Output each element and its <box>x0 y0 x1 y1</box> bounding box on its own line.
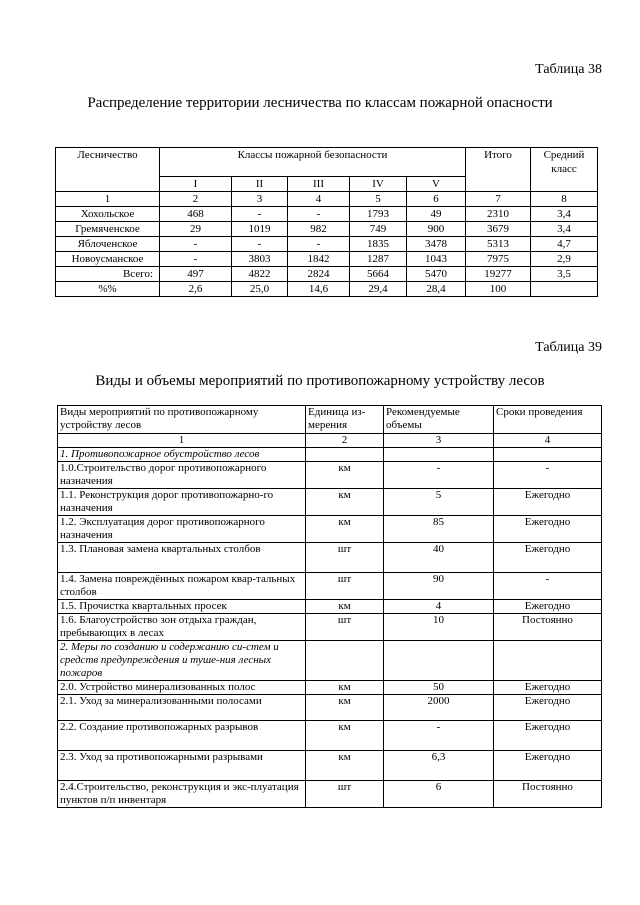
table-cell: 29 <box>160 222 232 237</box>
terms-cell: Ежегодно <box>494 695 602 721</box>
volume-cell: 85 <box>384 516 494 543</box>
table-cell: 2,9 <box>531 252 598 267</box>
table-39-title: Виды и объемы мероприятий по противопожарному устройству лесов <box>95 373 545 389</box>
header-class-4: IV <box>350 177 407 192</box>
table-cell: 4,7 <box>531 237 598 252</box>
colnum: 8 <box>531 192 598 207</box>
unit-cell: км <box>306 751 384 781</box>
table-cell: 3478 <box>407 237 466 252</box>
table-cell: 749 <box>350 222 407 237</box>
volume-cell: 90 <box>384 573 494 600</box>
unit-cell: км <box>306 721 384 751</box>
terms-cell: Постоянно <box>494 614 602 641</box>
measure-name: 1.6. Благоустройство зон отдыха граждан, пребывающих в лесах <box>58 614 306 641</box>
volume-cell <box>384 448 494 462</box>
table-39-number: Таблица 39 <box>535 340 602 355</box>
terms-cell: Ежегодно <box>494 600 602 614</box>
header-class-2: II <box>232 177 288 192</box>
measure-name: 2.0. Устройство минерализованных полос <box>58 681 306 695</box>
volume-cell: - <box>384 721 494 751</box>
volume-cell: 10 <box>384 614 494 641</box>
column-numbers-row <box>56 192 598 207</box>
table-cell: 3,5 <box>531 267 598 282</box>
header-class-3: III <box>288 177 350 192</box>
unit-cell: шт <box>306 573 384 600</box>
volume-cell: 6 <box>384 781 494 808</box>
table-row <box>58 448 602 462</box>
table-row <box>56 267 598 282</box>
table-cell: - <box>288 207 350 222</box>
colnum: 1 <box>56 192 160 207</box>
unit-cell: шт <box>306 614 384 641</box>
colnum: 2 <box>160 192 232 207</box>
table-cell: 2,6 <box>160 282 232 297</box>
unit-cell: шт <box>306 543 384 573</box>
table-cell: 1019 <box>232 222 288 237</box>
terms-cell: Ежегодно <box>494 751 602 781</box>
fire-measures-table <box>57 405 602 808</box>
table-row <box>58 462 602 489</box>
table-row <box>58 681 602 695</box>
table-cell: - <box>232 207 288 222</box>
row-label: Хохольское <box>56 207 160 222</box>
row-label: Гремяченское <box>56 222 160 237</box>
terms-cell: Ежегодно <box>494 516 602 543</box>
table-cell: 1842 <box>288 252 350 267</box>
table-row <box>58 781 602 808</box>
measure-name: 1.0.Строительство дорог противопожарного назначения <box>58 462 306 489</box>
table-row <box>58 614 602 641</box>
colnum: 1 <box>58 434 306 448</box>
table-row <box>56 252 598 267</box>
colnum: 6 <box>407 192 466 207</box>
unit-cell <box>306 641 384 681</box>
unit-cell: км <box>306 462 384 489</box>
table-38-number: Таблица 38 <box>535 62 602 77</box>
terms-cell: Ежегодно <box>494 681 602 695</box>
section-heading: 2. Меры по созданию и содержанию си-стем и средств предупреждения и туше-ния лесных пожаров <box>58 641 306 681</box>
table-cell: - <box>160 237 232 252</box>
fire-danger-table <box>55 147 598 297</box>
header-classes: Классы пожарной безопасности <box>160 148 466 177</box>
table-cell: 29,4 <box>350 282 407 297</box>
section-heading: 1. Противопожарное обустройство лесов <box>58 448 306 462</box>
measure-name: 2.3. Уход за противопожарными разрывами <box>58 751 306 781</box>
table-cell: 25,0 <box>232 282 288 297</box>
measure-name: 2.1. Уход за минерализованными полосами <box>58 695 306 721</box>
unit-cell: км <box>306 600 384 614</box>
unit-cell: км <box>306 681 384 695</box>
table-cell: 900 <box>407 222 466 237</box>
table-cell: 1835 <box>350 237 407 252</box>
colnum: 2 <box>306 434 384 448</box>
colnum: 3 <box>232 192 288 207</box>
measure-name: 1.5. Прочистка квартальных просек <box>58 600 306 614</box>
header-average-class: Средний класс <box>531 148 598 192</box>
colnum: 3 <box>384 434 494 448</box>
header-class-1: I <box>160 177 232 192</box>
table-cell: 5313 <box>466 237 531 252</box>
table-cell: 28,4 <box>407 282 466 297</box>
measure-name: 1.2. Эксплуатация дорог противопожарного назначения <box>58 516 306 543</box>
row-label: %% <box>56 282 160 297</box>
measure-name: 2.4.Строительство, реконструкция и экс-плуатация пунктов п/п инвентаря <box>58 781 306 808</box>
measure-name: 1.3. Плановая замена квартальных столбов <box>58 543 306 573</box>
measure-name: 1.1. Реконструкция дорог противопожарно-го назначения <box>58 489 306 516</box>
unit-cell <box>306 448 384 462</box>
table-cell <box>531 282 598 297</box>
table-row <box>58 573 602 600</box>
volume-cell: 5 <box>384 489 494 516</box>
table-row <box>58 543 602 573</box>
header-total: Итого <box>466 148 531 192</box>
volume-cell: 50 <box>384 681 494 695</box>
volume-cell: 4 <box>384 600 494 614</box>
table-cell: 3,4 <box>531 207 598 222</box>
volume-cell <box>384 641 494 681</box>
terms-cell <box>494 641 602 681</box>
terms-cell: Ежегодно <box>494 543 602 573</box>
volume-cell: 6,3 <box>384 751 494 781</box>
table-cell: - <box>288 237 350 252</box>
header-unit: Единица из-мерения <box>306 406 384 434</box>
column-numbers-row <box>58 434 602 448</box>
row-label: Новоусманское <box>56 252 160 267</box>
header-measures: Виды мероприятий по противопожарному устройству лесов <box>58 406 306 434</box>
table-cell: 19277 <box>466 267 531 282</box>
table-row <box>56 237 598 252</box>
table-cell: 14,6 <box>288 282 350 297</box>
table-cell: 2310 <box>466 207 531 222</box>
table-row <box>58 751 602 781</box>
table-cell: - <box>232 237 288 252</box>
table-cell: 5664 <box>350 267 407 282</box>
terms-cell <box>494 448 602 462</box>
colnum: 4 <box>288 192 350 207</box>
measure-name: 1.4. Замена повреждённых пожаром квар-тальных столбов <box>58 573 306 600</box>
header-volume: Рекомендуемые объемы <box>384 406 494 434</box>
table-cell: 468 <box>160 207 232 222</box>
table-cell: 100 <box>466 282 531 297</box>
table-cell: 4822 <box>232 267 288 282</box>
unit-cell: км <box>306 695 384 721</box>
colnum: 4 <box>494 434 602 448</box>
table-row <box>58 600 602 614</box>
table-cell: 982 <box>288 222 350 237</box>
volume-cell: 40 <box>384 543 494 573</box>
table-cell: 2824 <box>288 267 350 282</box>
header-terms: Сроки проведения <box>494 406 602 434</box>
table-row <box>58 516 602 543</box>
colnum: 5 <box>350 192 407 207</box>
colnum: 7 <box>466 192 531 207</box>
terms-cell: Постоянно <box>494 781 602 808</box>
table-cell: 1793 <box>350 207 407 222</box>
table-row <box>56 222 598 237</box>
terms-cell: Ежегодно <box>494 721 602 751</box>
table-cell: 49 <box>407 207 466 222</box>
table-38-title: Распределение территории лесничества по классам пожарной опасности <box>87 95 553 111</box>
table-row <box>56 282 598 297</box>
table-cell: 1287 <box>350 252 407 267</box>
header-forestry: Лесничество <box>56 148 160 192</box>
table-cell: 5470 <box>407 267 466 282</box>
unit-cell: шт <box>306 781 384 808</box>
table-cell: 1043 <box>407 252 466 267</box>
unit-cell: км <box>306 516 384 543</box>
table-row <box>58 489 602 516</box>
table-row <box>58 695 602 721</box>
terms-cell: - <box>494 462 602 489</box>
terms-cell: - <box>494 573 602 600</box>
measure-name: 2.2. Создание противопожарных разрывов <box>58 721 306 751</box>
header-class-5: V <box>407 177 466 192</box>
row-label: Яблоченское <box>56 237 160 252</box>
row-label: Всего: <box>56 267 160 282</box>
terms-cell: Ежегодно <box>494 489 602 516</box>
unit-cell: км <box>306 489 384 516</box>
table-cell: 7975 <box>466 252 531 267</box>
table-cell: 3679 <box>466 222 531 237</box>
table-cell: 3803 <box>232 252 288 267</box>
table-row <box>58 721 602 751</box>
table-cell: 3,4 <box>531 222 598 237</box>
table-cell: 497 <box>160 267 232 282</box>
table-row <box>56 207 598 222</box>
table-cell: - <box>160 252 232 267</box>
volume-cell: - <box>384 462 494 489</box>
table-row <box>58 641 602 681</box>
volume-cell: 2000 <box>384 695 494 721</box>
